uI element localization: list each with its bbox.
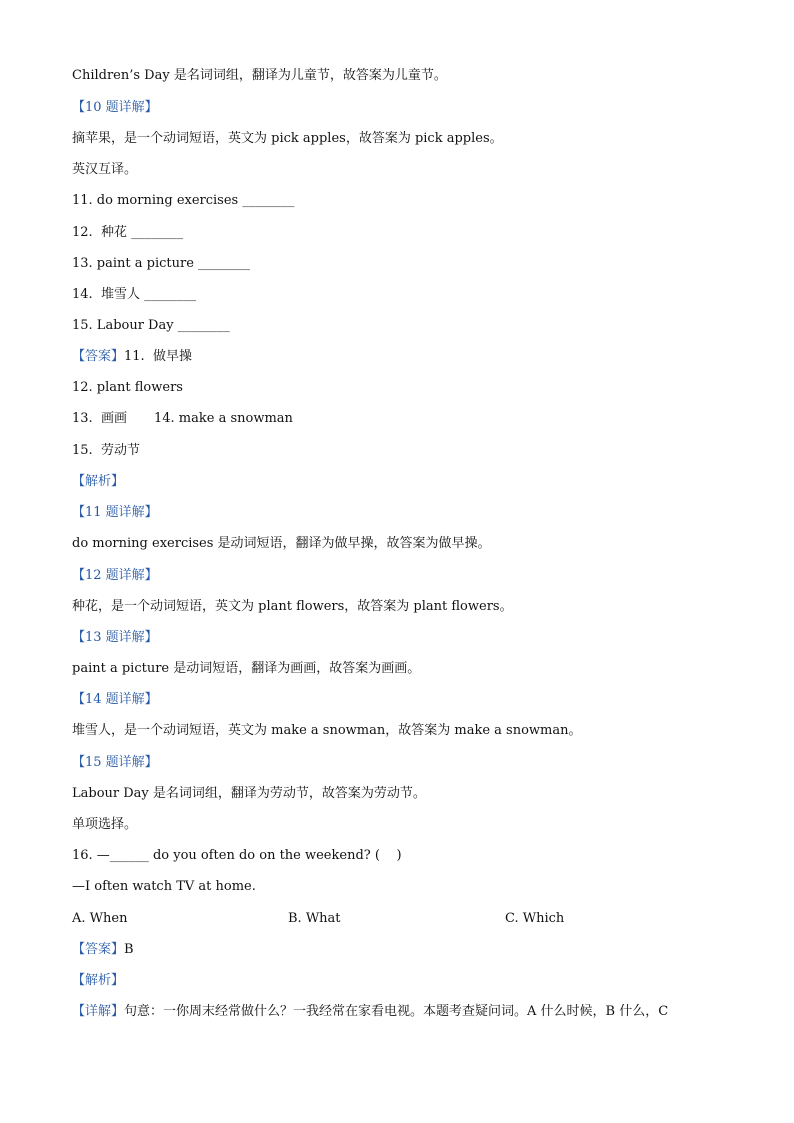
answer-line: 14. make a snowman — [154, 411, 293, 426]
section-heading: 【11 题详解】 — [72, 505, 158, 520]
question-line: 11. do morning exercises ________ — [72, 193, 295, 208]
option-a: A. When — [72, 911, 128, 926]
section-heading: 【10 题详解】 — [72, 100, 158, 115]
section-instruction: 英汉互译。 — [72, 162, 138, 177]
analysis-heading: 【解析】 — [72, 973, 125, 988]
text-line: paint a picture 是动词短语，翻译为画画，故答案为画画。 — [72, 661, 421, 676]
section-heading: 【14 题详解】 — [72, 692, 158, 707]
answer-label: 【答案】 — [72, 349, 125, 364]
text-line: Labour Day 是名词词组，翻译为劳动节，故答案为劳动节。 — [72, 786, 426, 801]
answer-line: 15. 劳动节 — [72, 443, 140, 458]
question-line: 16. —______ do you often do on the weekend? ( ) — [72, 848, 402, 863]
detail-line — [72, 1004, 668, 1020]
analysis-heading: 【解析】 — [72, 474, 125, 489]
answer-line: 13. 画画 — [72, 411, 127, 426]
answer-line — [72, 942, 134, 958]
question-line: 15. Labour Day ________ — [72, 318, 230, 333]
text-line: do morning exercises 是动词短语，翻译为做早操，故答案为做早操。 — [72, 536, 491, 551]
answer-text: B — [124, 942, 134, 957]
section-heading: 【13 题详解】 — [72, 630, 158, 645]
question-line: 12. 种花 ________ — [72, 225, 184, 240]
section-heading: 【12 题详解】 — [72, 568, 158, 583]
section-heading: 【15 题详解】 — [72, 755, 158, 770]
option-b: B. What — [288, 911, 341, 926]
text-line: 种花，是一个动词短语，英文为 plant flowers，故答案为 plant flowers。 — [72, 599, 513, 614]
text-line: 堆雪人，是一个动词短语，英文为 make a snowman，故答案为 make a snowman。 — [72, 723, 582, 738]
option-c: C. Which — [505, 911, 565, 926]
detail-text: 句意：一你周末经常做什么？一我经常在家看电视。本题考查疑问词。A 什么时候，B 什么，C — [124, 1004, 669, 1019]
answer-line: 12. plant flowers — [72, 380, 183, 395]
question-line: —I often watch TV at home. — [72, 879, 256, 894]
answer-label: 【答案】 — [72, 942, 125, 957]
detail-label: 【详解】 — [72, 1004, 125, 1019]
question-line: 14. 堆雪人 ________ — [72, 287, 197, 302]
text-line: 摘苹果，是一个动词短语，英文为 pick apples，故答案为 pick apples。 — [72, 131, 503, 146]
section-instruction: 单项选择。 — [72, 817, 138, 832]
text-line: Children’s Day 是名词词组，翻译为儿童节，故答案为儿童节。 — [72, 68, 447, 83]
question-line: 13. paint a picture ________ — [72, 256, 251, 271]
answer-line — [72, 349, 192, 365]
answer-text: 11. 做早操 — [124, 349, 192, 364]
